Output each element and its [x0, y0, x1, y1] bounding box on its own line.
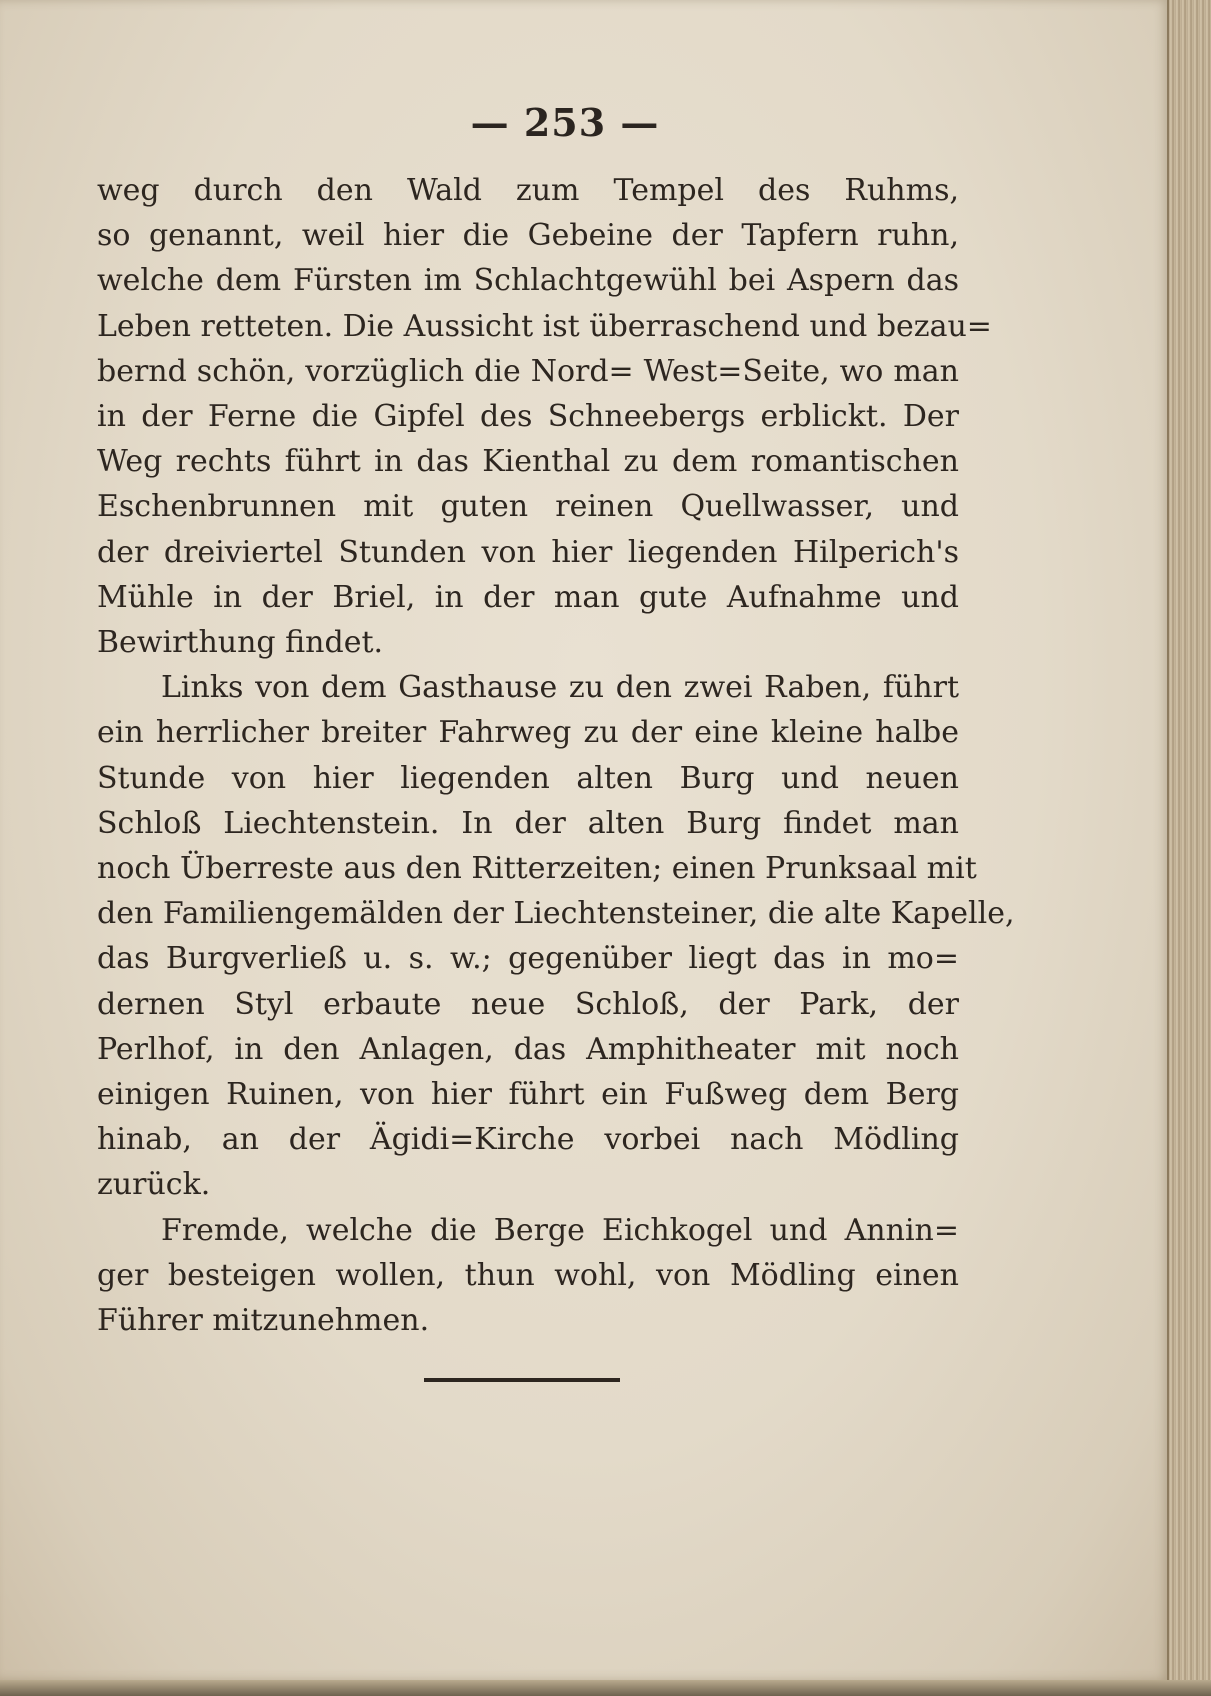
- text-line: das Burgverließ u. s. w.; gegenüber liegt das in mo=: [97, 941, 959, 977]
- page-number: — 253 —: [470, 100, 660, 145]
- body-text: [97, 168, 1015, 1343]
- text-line: Mühle in der Briel, in der man gute Aufnahme und: [97, 579, 959, 615]
- text-line: zurück.: [97, 1167, 211, 1203]
- page-edge: [1167, 0, 1211, 1696]
- text-line: Perlhof, in den Anlagen, das Amphitheater mit noch: [97, 1031, 959, 1067]
- text-line: welche dem Fürsten im Schlachtgewühl bei Aspern das: [97, 263, 959, 299]
- text-line: Führer mitzunehmen.: [97, 1303, 430, 1339]
- text-line: Fremde, welche die Berge Eichkogel und Annin=: [161, 1212, 959, 1248]
- text-line: hinab, an der Ägidi=Kirche vorbei nach Mödling: [97, 1122, 959, 1158]
- text-line: dernen Styl erbaute neue Schloß, der Park, der: [97, 986, 959, 1022]
- text-line: Links von dem Gasthause zu den zwei Raben, führt: [161, 670, 959, 706]
- text-line: Stunde von hier liegenden alten Burg und neuen: [97, 760, 959, 796]
- end-rule: [424, 1378, 620, 1382]
- text-line: Eschenbrunnen mit guten reinen Quellwasser, und: [97, 489, 959, 525]
- text-line: so genannt, weil hier die Gebeine der Tapfern ruhn,: [97, 218, 959, 254]
- text-line: in der Ferne die Gipfel des Schneebergs erblickt. Der: [97, 399, 959, 435]
- text-line: einigen Ruinen, von hier führt ein Fußweg dem Berg: [97, 1077, 959, 1113]
- text-line: ein herrlicher breiter Fahrweg zu der eine kleine halbe: [97, 715, 959, 751]
- text-line: Bewirthung findet.: [97, 625, 384, 661]
- text-line: ger besteigen wollen, thun wohl, von Mödling einen: [97, 1257, 959, 1293]
- bottom-edge: [0, 1680, 1211, 1696]
- text-line: Weg rechts führt in das Kienthal zu dem romantischen: [97, 444, 959, 480]
- text-line: den Familiengemälden der Liechtensteiner, die alte Kapelle,: [97, 896, 1015, 932]
- text-line: weg durch den Wald zum Tempel des Ruhms,: [97, 173, 959, 208]
- text-line: noch Überreste aus den Ritterzeiten; einen Prunksaal mit: [97, 851, 977, 887]
- text-line: der dreiviertel Stunden von hier liegenden Hilperich's: [97, 534, 959, 570]
- text-line: Leben retteten. Die Aussicht ist überraschend und bezau=: [97, 308, 992, 344]
- text-line: bernd schön, vorzüglich die Nord= West=Seite, wo man: [97, 353, 959, 389]
- text-line: Schloß Liechtenstein. In der alten Burg findet man: [97, 805, 959, 841]
